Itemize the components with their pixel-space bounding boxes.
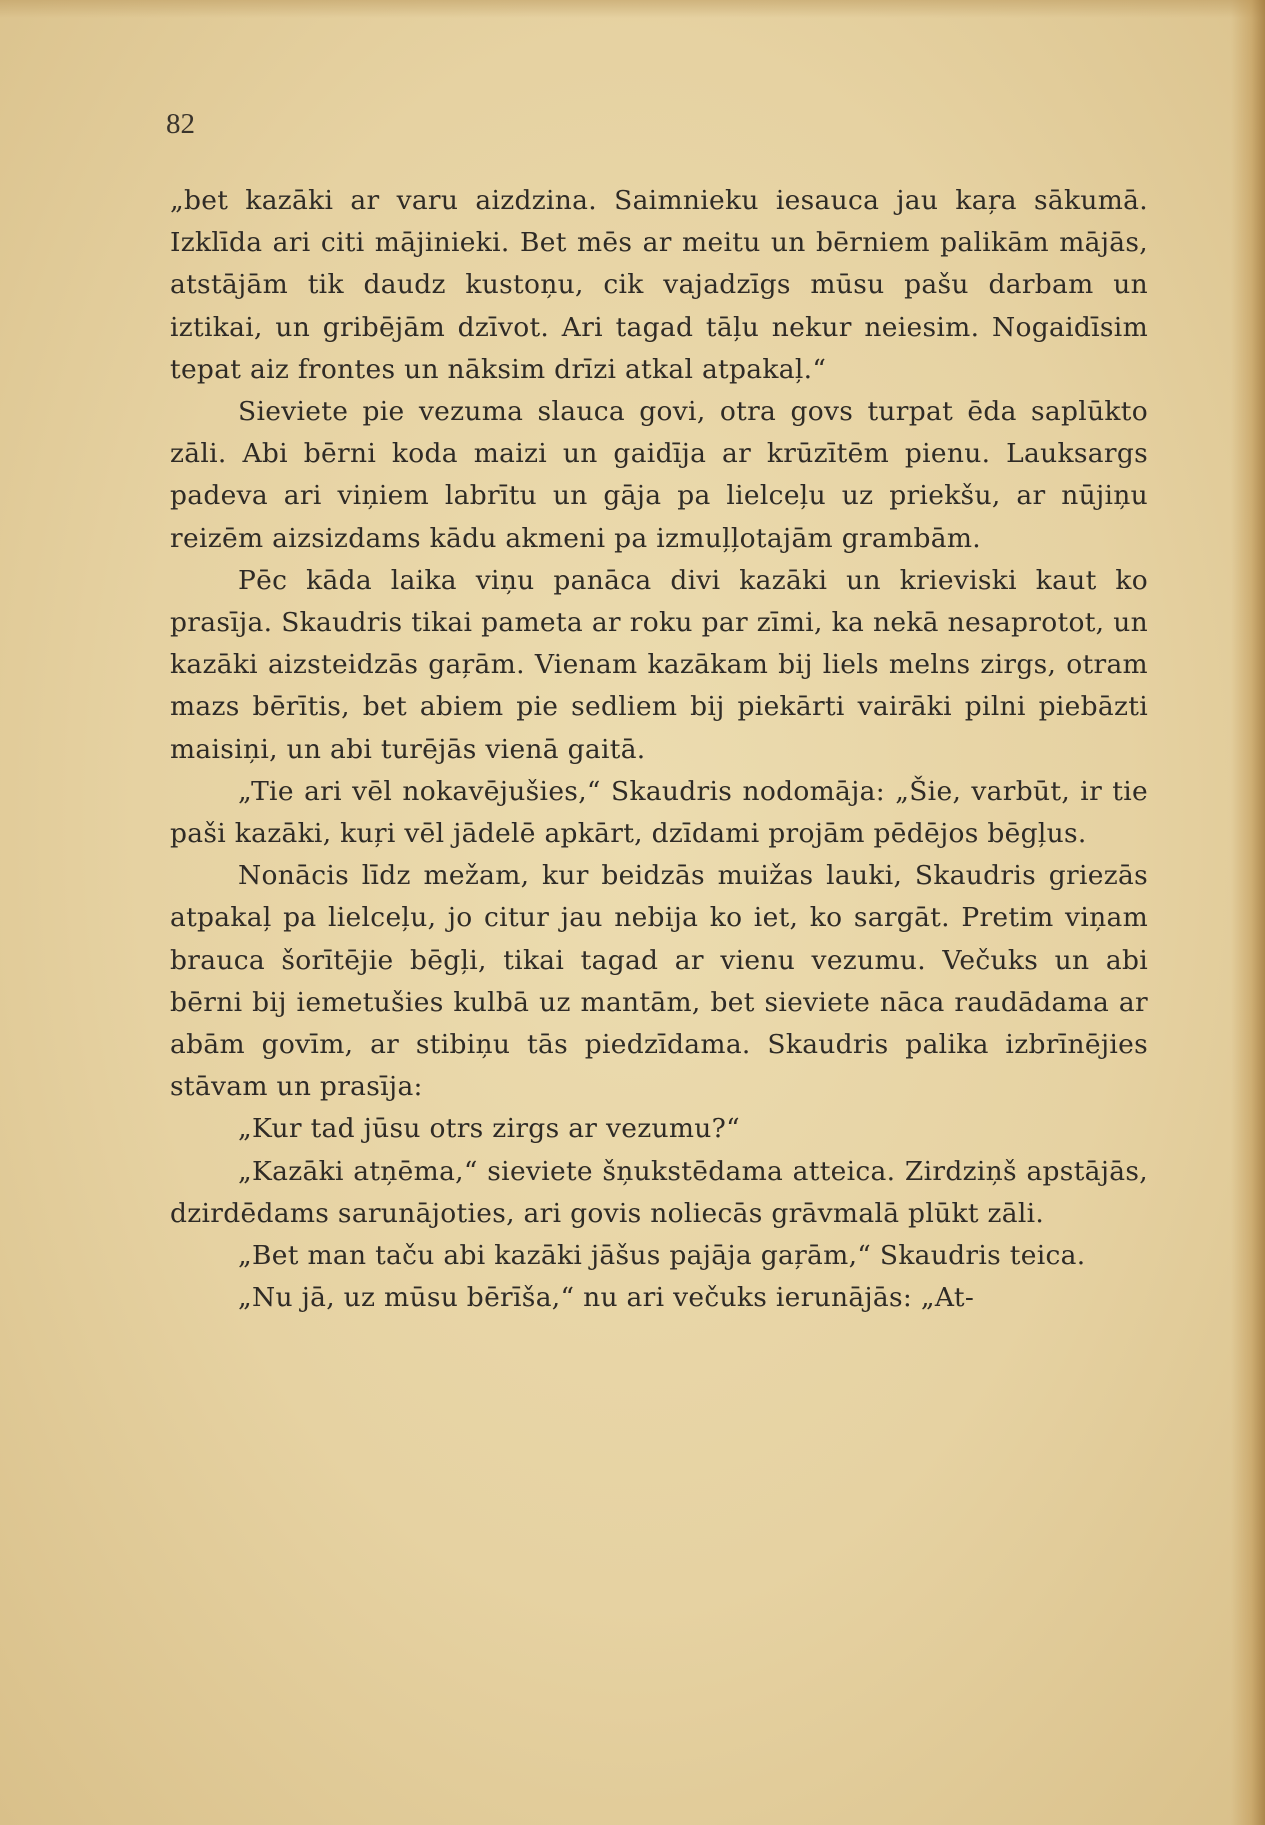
paragraph: „Kazāki atņēma,“ sieviete šņukstēdama atteica. Zirdziņš apstājās, dzirdēdams sarunājoties, ari govis noliecās grāvmalā plūkt zāli. [170, 1155, 1148, 1229]
page-number: 82 [166, 108, 195, 140]
paragraph: „Kur tad jūsu otrs zirgs ar vezumu?“ [238, 1113, 741, 1145]
page-binding-shadow [1231, 0, 1265, 1825]
paragraph: „Tie ari vēl nokavējušies,“ Skaudris nodomāja: „Šie, varbūt, ir tie paši kazāki, kuŗi vēl jādelē apkārt, dzīdami projām pēdējos bēgļus. [170, 775, 1148, 850]
paragraph: „bet kazāki ar varu aizdzina. Saimnieku iesauca jau kaŗa sākumā. Izklīda ari citi mājinieki. Bet mēs ar meitu un bērniem palikām mājās, atstājām tik daudz kustoņu, cik vajadzīgs mūsu pašu darbam un iztikai, un gribējām dzīvot. Ari tagad tāļu nekur neiesim. Nogaidīsim tepat aiz frontes un nāksim drīzi atkal atpakaļ.“ [170, 185, 1148, 385]
paragraph: Pēc kāda laika viņu panāca divi kazāki un krieviski kaut ko prasīja. Skaudris tikai pameta ar roku par zīmi, ka nekā nesaprotot, un kazāki aizsteidzās gaŗām. Vienam kazākam bij liels melns zirgs, otram mazs bērītis, bet abiem pie sedliem bij piekārti vairāki pilni piebāzti maisiņi, un abi turējās vienā gaitā. [170, 564, 1148, 765]
paragraph: Nonācis līdz mežam, kur beidzās muižas lauki, Skaudris griezās atpakaļ pa lielceļu, jo citur jau nebija ko iet, ko sargāt. Pretim viņam brauca šorītējie bēgļi, tikai tagad ar vienu vezumu. Večuks un abi bērni bij iemetušies kulbā uz mantām, bet sieviete nāca raudādama ar abām govīm, ar stibiņu tās piedzīdama. Skaudris palika izbrīnējies stāvam un prasīja: [170, 860, 1148, 1103]
paragraph: „Nu jā, uz mūsu bērīša,“ nu ari večuks ierunājās: „At- [238, 1282, 975, 1314]
paragraph: „Bet man taču abi kazāki jāšus pajāja gaŗām,“ Skaudris teica. [238, 1240, 1086, 1272]
paragraph: Sieviete pie vezuma slauca govi, otra govs turpat ēda saplūkto zāli. Abi bērni koda maizi un gaidīja ar krūzītēm pienu. Lauksargs padeva ari viņiem labrītu un gāja pa lielceļu uz priekšu, ar nūjiņu reizēm aizsizdams kādu akmeni pa izmuļļotajām grambām. [170, 396, 1148, 554]
body-text [170, 180, 1148, 1319]
page-top-shadow [0, 0, 1265, 18]
